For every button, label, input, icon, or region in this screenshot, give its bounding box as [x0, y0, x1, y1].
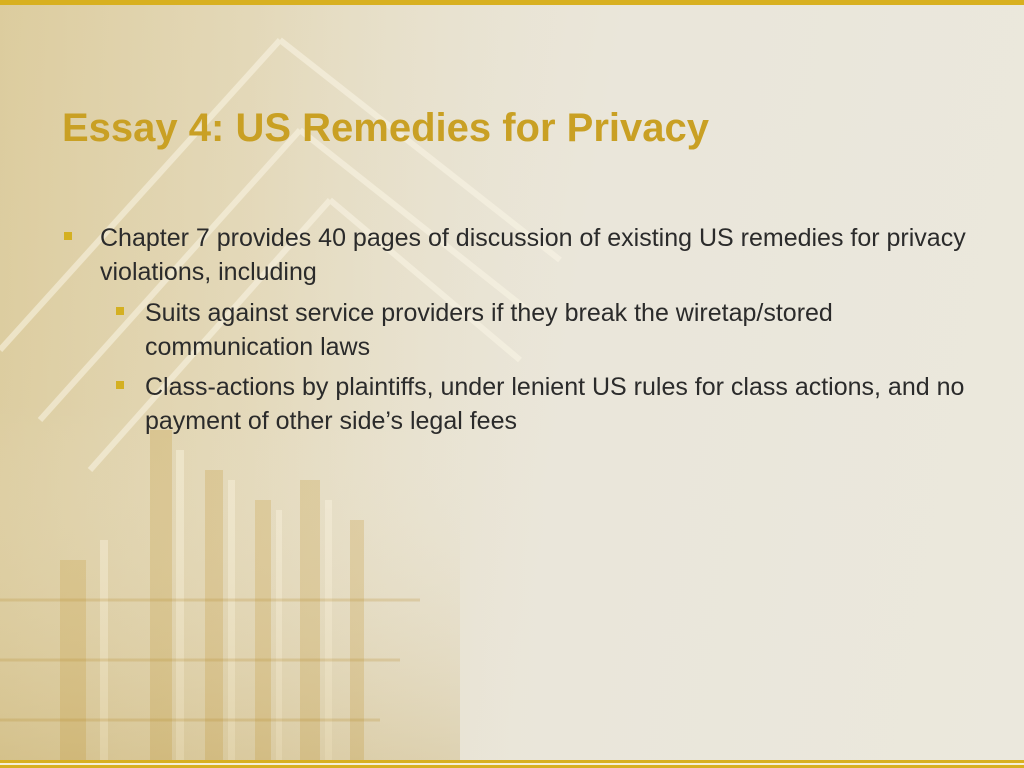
bullet-item: Chapter 7 provides 40 pages of discussion of existing US remedies for privacy violations, including — [100, 224, 966, 286]
sub-bullet-item: Class-actions by plaintiffs, under lenient US rules for class actions, and no payment of other side’s legal fees — [145, 373, 965, 435]
slide-title: Essay 4: US Remedies for Privacy — [62, 106, 710, 150]
square-bullet-icon — [116, 307, 124, 315]
square-bullet-icon — [64, 232, 72, 240]
sub-bullet-item: Suits against service providers if they break the wiretap/stored communication laws — [145, 299, 833, 361]
square-bullet-icon — [116, 381, 124, 389]
